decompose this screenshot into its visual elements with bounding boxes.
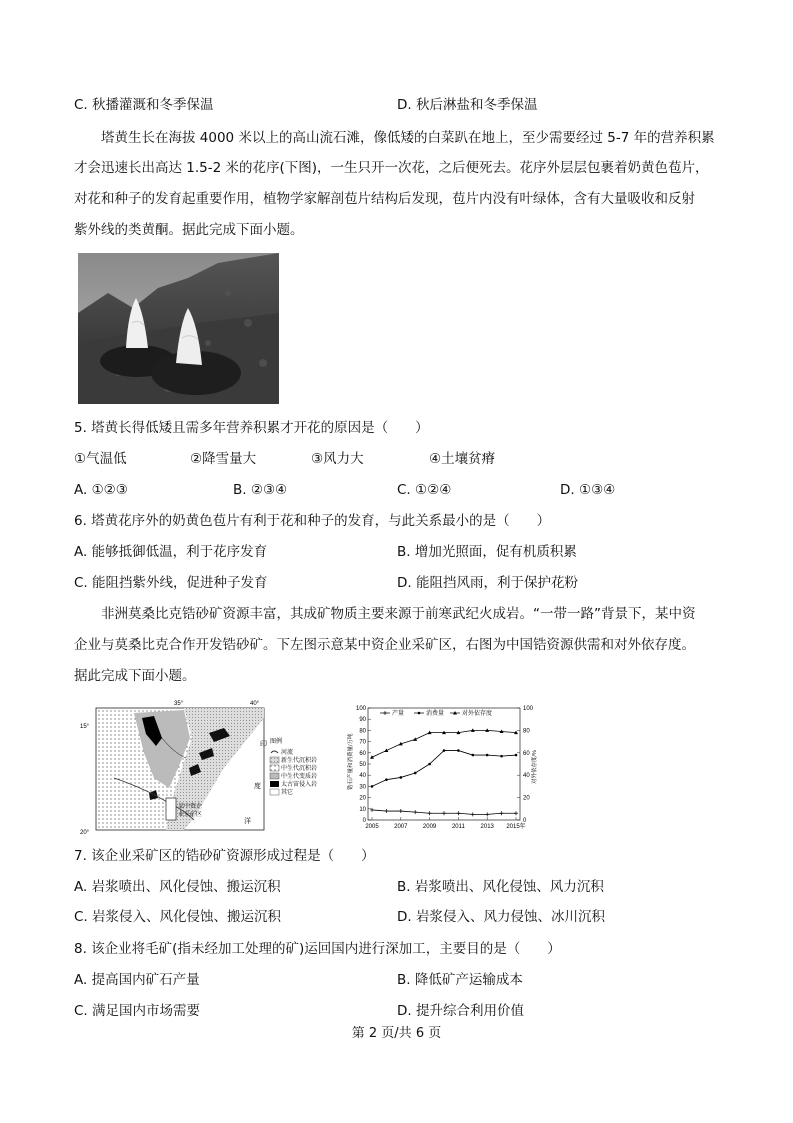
- y-left-tick-label: 20: [359, 795, 366, 802]
- x-tick-label: 2005: [365, 824, 379, 830]
- q6-option-d: D. 能阻挡风雨，利于保护花粉: [397, 575, 578, 591]
- q5-stem: 5. 塔黄长得低矮且需多年营养积累才开花的原因是（ ）: [74, 420, 429, 436]
- y-right-tick-label: 60: [523, 750, 530, 757]
- map-lon-label: 35°: [174, 701, 184, 707]
- series-point: [443, 749, 446, 752]
- legend-river: 河流: [281, 750, 294, 756]
- mine-label: 业采矿区: [178, 812, 203, 818]
- q4-option-d: D. 秋后淋盐和冬季保温: [397, 97, 538, 113]
- y-right-tick-label: 0: [523, 818, 527, 824]
- legend-marker: [418, 712, 421, 715]
- y-left-tick-label: 70: [359, 739, 366, 746]
- y-left-tick-label: 30: [359, 784, 366, 791]
- y-left-tick-label: 90: [359, 717, 366, 724]
- q5-item: ②降雪量大: [190, 451, 257, 467]
- series-point: [414, 772, 417, 775]
- y-left-tick-label: 100: [355, 706, 366, 712]
- series-point: [515, 754, 518, 757]
- y-left-tick-label: 10: [359, 806, 366, 813]
- y-axis-left-label: 锆石产量和消费量/万吨: [348, 733, 354, 790]
- x-tick-label: 2015年: [506, 824, 526, 830]
- series-point: [371, 785, 374, 788]
- sea-label: 洋: [244, 818, 251, 825]
- legend-other: 其它: [281, 790, 294, 796]
- x-tick-label: 2013: [480, 824, 494, 830]
- q6-option-a: A. 能够抵御低温，利于花序发育: [74, 544, 268, 560]
- q5-option-b: B. ②③④: [233, 482, 288, 498]
- q8-option-b: B. 降低矿产运输成本: [397, 972, 523, 988]
- legend-mesozoic-sed: 中生代沉积岩: [281, 766, 318, 772]
- q8-option-c: C. 满足国内市场需要: [74, 1003, 201, 1019]
- q6-stem: 6. 塔黄花序外的奶黄色苞片有利于花和种子的发育，与此关系最小的是（ ）: [74, 513, 551, 529]
- legend-production: 产量: [392, 711, 405, 717]
- legend-dependency: 对外依存度: [462, 711, 493, 717]
- legend-mesozoic-meta: 中生代变质岩: [281, 774, 318, 780]
- y-left-tick-label: 40: [359, 773, 366, 780]
- passage1-line: 对花和种子的发育起重要作用，植物学家解剖苞片结构后发现，苞片内没有叶绿体，含有大量吸收和反射: [74, 191, 695, 207]
- passage2-line: 非洲莫桑比克锆砂矿资源丰富，其成矿物质主要来源于前寒武纪火成岩。“一带一路”背景下，某中资: [101, 606, 696, 622]
- legend-title: 图例: [270, 739, 283, 745]
- q5-item: ③风力大: [311, 451, 364, 467]
- q5-item: ④土壤贫瘠: [429, 451, 496, 467]
- y-right-tick-label: 80: [523, 728, 530, 735]
- series-point: [457, 749, 460, 752]
- y-left-tick-label: 60: [359, 750, 366, 757]
- q7-option-a: A. 岩浆喷出、风化侵蚀、搬运沉积: [74, 879, 281, 895]
- q7-option-d: D. 岩浆侵入、风力侵蚀、冰川沉积: [397, 909, 605, 925]
- zircon-chart: [344, 698, 566, 838]
- y-left-tick-label: 80: [359, 728, 366, 735]
- q6-option-b: B. 增加光照面，促有机质积累: [397, 544, 577, 560]
- passage1-line: 紫外线的类黄酮。据此完成下面小题。: [74, 222, 304, 238]
- x-tick-label: 2009: [422, 824, 437, 830]
- y-left-tick-label: 50: [359, 762, 366, 768]
- series-point: [472, 754, 475, 757]
- passage1-line: 才会迅速长出高达 1.5-2 米的花序(下图)，一生只开一次花，之后便死去。花序外层层包裹着奶黄色苞片，: [74, 160, 709, 176]
- q7-option-c: C. 岩浆侵入、风化侵蚀、搬运沉积: [74, 909, 282, 925]
- y-left-tick-label: 0: [362, 818, 366, 824]
- series-point: [428, 763, 431, 766]
- x-tick-label: 2007: [394, 824, 408, 830]
- x-tick-label: 2011: [451, 824, 465, 830]
- q5-item: ①气温低: [74, 451, 127, 467]
- mine-label: 某中资企: [178, 804, 203, 810]
- q8-stem: 8. 该企业将毛矿(指未经加工处理的矿)运回国内进行深加工，主要目的是（ ）: [74, 941, 561, 957]
- mozambique-geology-map: [74, 698, 330, 838]
- page-number: 第 2 页/共 6 页: [351, 1026, 442, 1041]
- q4-option-c: C. 秋播灌溉和冬季保温: [74, 97, 214, 113]
- q5-option-d: D. ①③④: [560, 482, 616, 498]
- y-right-tick-label: 40: [523, 773, 530, 780]
- q7-stem: 7. 该企业采矿区的锆砂矿资源形成过程是（ ）: [74, 848, 375, 864]
- q8-option-d: D. 提升综合利用价值: [397, 1003, 524, 1019]
- q6-option-c: C. 能阻挡紫外线，促进种子发育: [74, 575, 268, 591]
- map-lat-label: 15°: [80, 724, 90, 730]
- y-right-tick-label: 100: [523, 706, 534, 712]
- legend-consumption: 消费量: [426, 711, 445, 717]
- y-right-tick-label: 20: [523, 795, 530, 802]
- q5-option-c: C. ①②④: [397, 482, 452, 498]
- q7-option-b: B. 岩浆喷出、风化侵蚀、风力沉积: [397, 879, 604, 895]
- q8-option-a: A. 提高国内矿石产量: [74, 972, 200, 988]
- sea-label: 印: [260, 741, 267, 748]
- map-lon-label: 40°: [250, 701, 260, 707]
- sea-label: 度: [254, 783, 261, 790]
- map-lat-label: 20°: [80, 830, 90, 836]
- series-point: [385, 778, 388, 781]
- series-point: [486, 754, 489, 757]
- q5-option-a: A. ①②③: [74, 482, 128, 498]
- passage2-line: 据此完成下面小题。: [74, 668, 196, 684]
- series-point: [500, 755, 503, 758]
- series-point: [400, 776, 403, 779]
- legend-cenozoic: 新生代沉积岩: [281, 758, 318, 764]
- y-axis-right-label: 对外依存度/%: [532, 750, 538, 784]
- passage1-line: 塔黄生长在海拔 4000 米以上的高山流石滩，像低矮的白菜趴在地上，至少需要经过 5-7 年的营养积累: [101, 130, 715, 146]
- legend-archean: 太古宙侵入岩: [281, 782, 318, 788]
- rheum-nobile-photo: [78, 253, 279, 404]
- passage2-line: 企业与莫桑比克合作开发锆砂矿。下左图示意某中资企业采矿区，右图为中国锆资源供需和对外依存度。: [74, 637, 695, 653]
